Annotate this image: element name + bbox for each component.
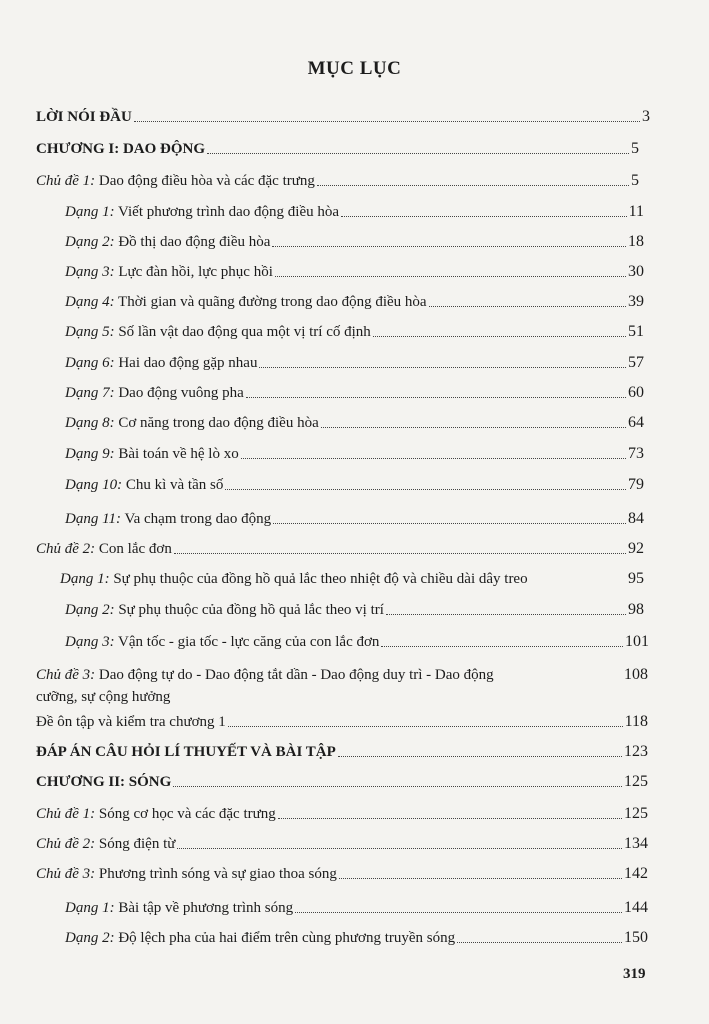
- toc-entry-page: 98: [628, 601, 644, 618]
- dot-leader: [177, 848, 622, 849]
- toc-entry-type[interactable]: [65, 322, 644, 342]
- toc-entry-page: 39: [628, 293, 644, 310]
- dot-leader: [321, 427, 626, 428]
- toc-entry-page: 79: [628, 476, 644, 493]
- toc-entry-page: 134: [624, 835, 648, 852]
- toc-entry-prefix: Dạng 11:: [65, 511, 121, 527]
- toc-entry-title: ĐÁP ÁN CÂU HỎI LÍ THUYẾT VÀ BÀI TẬP: [36, 744, 336, 760]
- toc-entry-page: 60: [628, 384, 644, 401]
- dot-leader: [272, 246, 626, 247]
- toc-entry-title: Dao động tự do - Dao động tắt dần - Dao động duy trì - Dao động: [95, 667, 494, 683]
- toc-entry-page: 125: [624, 805, 648, 822]
- toc-entry-page: 125: [624, 773, 648, 790]
- toc-entry-title: Sóng điện từ: [95, 836, 176, 852]
- toc-entry-title: Chu kì và tần số: [122, 477, 224, 493]
- toc-entry-type[interactable]: [65, 632, 649, 652]
- toc-entry-title: Độ lệch pha của hai điểm trên cùng phương truyền sóng: [114, 930, 456, 946]
- toc-entry-type[interactable]: [65, 475, 644, 495]
- dot-leader: [275, 276, 626, 277]
- toc-entry-title: LỜI NÓI ĐẦU: [36, 109, 132, 125]
- dot-leader: [339, 878, 622, 879]
- dot-leader: [241, 458, 626, 459]
- toc-entry-page: 144: [624, 899, 648, 916]
- toc-entry-page: 5: [631, 140, 639, 157]
- toc-entry-title: Dao động vuông pha: [114, 385, 244, 401]
- toc-entry-chapter-2[interactable]: [36, 772, 648, 792]
- toc-entry-prefix: Dạng 1:: [60, 571, 110, 587]
- page-number: 319: [623, 966, 646, 982]
- dot-leader: [386, 614, 626, 615]
- dot-leader: [246, 397, 626, 398]
- toc-entry-prefix: Chủ đề 3:: [36, 866, 96, 882]
- toc-entry-page: 3: [642, 108, 650, 125]
- toc-entry-title: Bài tập về phương trình sóng: [114, 900, 294, 916]
- toc-entry-prefix: Dạng 8:: [65, 415, 115, 431]
- dot-leader: [259, 367, 626, 368]
- toc-entry-title: Dao động điều hòa và các đặc trưng: [95, 173, 315, 189]
- toc-entry-prefix: Dạng 2:: [65, 234, 115, 250]
- toc-entry-page: 92: [628, 540, 644, 557]
- toc-entry-page: 84: [628, 510, 644, 527]
- toc-entry-topic[interactable]: [36, 834, 648, 854]
- toc-entry-type[interactable]: [65, 292, 644, 312]
- toc-entry-type[interactable]: [60, 569, 644, 589]
- toc-entry-topic[interactable]: [36, 864, 648, 884]
- toc-entry-prefix: Dạng 4:: [65, 294, 115, 310]
- toc-entry-page: 95: [628, 570, 644, 587]
- toc-entry-page: 5: [631, 172, 639, 189]
- toc-entry-page: 18: [628, 233, 644, 250]
- dot-leader: [338, 756, 622, 757]
- toc-entry-title: Sự phụ thuộc của đồng hồ quả lắc theo nhiệt độ và chiều dài dây treo: [109, 571, 528, 587]
- toc-entry-prefix: Dạng 7:: [65, 385, 115, 401]
- toc-entry-type[interactable]: [65, 413, 644, 433]
- toc-entry-page: 30: [628, 263, 644, 280]
- dot-leader: [273, 523, 626, 524]
- toc-entry-prefix: Dạng 3:: [65, 264, 115, 280]
- toc-entry-prefix: Chủ đề 3:: [36, 667, 96, 683]
- dot-leader: [381, 646, 623, 647]
- toc-entry-prefix: Dạng 1:: [65, 900, 115, 916]
- toc-entry-title: Thời gian và quãng đường trong dao động điều hòa: [114, 294, 427, 310]
- toc-entry-title: CHƯƠNG II: SÓNG: [36, 774, 172, 790]
- toc-entry-title: Vận tốc - gia tốc - lực căng của con lắc đơn: [114, 634, 380, 650]
- toc-entry-page: 150: [624, 929, 648, 946]
- toc-entry-title: Bài toán về hệ lò xo: [114, 446, 239, 462]
- toc-entry-continuation: cưỡng, sự cộng hưởng: [36, 689, 171, 705]
- toc-entry-topic[interactable]: [36, 171, 639, 191]
- toc-entry-page: 73: [628, 445, 644, 462]
- toc-entry-page: 123: [624, 743, 648, 760]
- toc-entry-topic[interactable]: [36, 804, 648, 824]
- dot-leader: [457, 942, 622, 943]
- toc-entry-type[interactable]: [65, 509, 644, 529]
- toc-entry-review[interactable]: [36, 712, 648, 732]
- toc-entry-type[interactable]: [65, 600, 644, 620]
- toc-entry-prefix: Dạng 9:: [65, 446, 115, 462]
- dot-leader: [173, 786, 622, 787]
- toc-entry-page: 51: [628, 323, 644, 340]
- toc-entry-prefix: Dạng 2:: [65, 930, 115, 946]
- toc-entry-page: 108: [624, 666, 648, 683]
- toc-entry-title: Lực đàn hồi, lực phục hồi: [114, 264, 273, 280]
- toc-entry-prefix: Dạng 3:: [65, 634, 115, 650]
- toc-entry-chapter-1[interactable]: [36, 139, 639, 159]
- dot-leader: [373, 336, 626, 337]
- toc-entry-title: Đồ thị dao động điều hòa: [114, 234, 271, 250]
- toc-entry-page: 64: [628, 414, 644, 431]
- page-title: MỤC LỤC: [307, 58, 402, 79]
- toc-entry-type[interactable]: [65, 444, 644, 464]
- toc-entry-title: CHƯƠNG I: DAO ĐỘNG: [36, 141, 206, 157]
- toc-entry-page: 101: [625, 633, 649, 650]
- toc-entry-title: Viết phương trình dao động điều hòa: [114, 204, 340, 220]
- dot-leader: [429, 306, 626, 307]
- toc-entry-page: 11: [628, 203, 644, 220]
- toc-entry-title: Số lần vật dao động qua một vị trí cố định: [114, 324, 371, 340]
- toc-entry-prefix: Dạng 5:: [65, 324, 115, 340]
- toc-entry-prefix: Dạng 6:: [65, 355, 115, 371]
- toc-entry-type[interactable]: [65, 202, 644, 222]
- toc-entry-topic[interactable]: [36, 539, 644, 559]
- toc-entry-type[interactable]: [65, 353, 644, 373]
- toc-entry-title: Hai dao động gặp nhau: [114, 355, 258, 371]
- toc-entry-type[interactable]: [65, 262, 644, 282]
- toc-entry-prefix: Chủ đề 1:: [36, 806, 96, 822]
- toc-entry-page: 118: [624, 713, 648, 730]
- dot-leader: [207, 153, 629, 154]
- dot-leader: [228, 726, 623, 727]
- toc-entry-title: Va chạm trong dao động: [120, 511, 272, 527]
- dot-leader: [225, 489, 626, 490]
- toc-entry-page: 57: [628, 354, 644, 371]
- toc-entry-title: Cơ năng trong dao động điều hòa: [114, 415, 319, 431]
- toc-entry-title: Sự phụ thuộc của đồng hồ quả lắc theo vị trí: [114, 602, 384, 618]
- toc-entry-prefix: Chủ đề 1:: [36, 173, 96, 189]
- toc-entry-answers[interactable]: [36, 742, 648, 762]
- toc-entry-prefix: Dạng 10:: [65, 477, 123, 493]
- dot-leader: [174, 553, 626, 554]
- toc-entry-title: Đề ôn tập và kiểm tra chương 1: [36, 714, 226, 730]
- toc-entry-title: Con lắc đơn: [95, 541, 172, 557]
- dot-leader: [295, 912, 622, 913]
- dot-leader: [134, 121, 640, 122]
- toc-entry-prefix: Dạng 2:: [65, 602, 115, 618]
- toc-entry-preface[interactable]: [36, 107, 650, 127]
- dot-leader: [341, 216, 627, 217]
- dot-leader: [317, 185, 629, 186]
- toc-entry-prefix: Chủ đề 2:: [36, 541, 96, 557]
- toc-entry-type[interactable]: [65, 232, 644, 252]
- toc-entry-type[interactable]: [65, 928, 648, 948]
- toc-entry-title: Phương trình sóng và sự giao thoa sóng: [95, 866, 337, 882]
- toc-entry-type[interactable]: [65, 383, 644, 403]
- toc-entry-topic[interactable]: [36, 665, 648, 685]
- toc-entry-prefix: Chủ đề 2:: [36, 836, 96, 852]
- toc-entry-page: 142: [624, 865, 648, 882]
- toc-entry-prefix: Dạng 1:: [65, 204, 115, 220]
- toc-entry-type[interactable]: [65, 898, 648, 918]
- dot-leader: [278, 818, 622, 819]
- toc-entry-title: Sóng cơ học và các đặc trưng: [95, 806, 276, 822]
